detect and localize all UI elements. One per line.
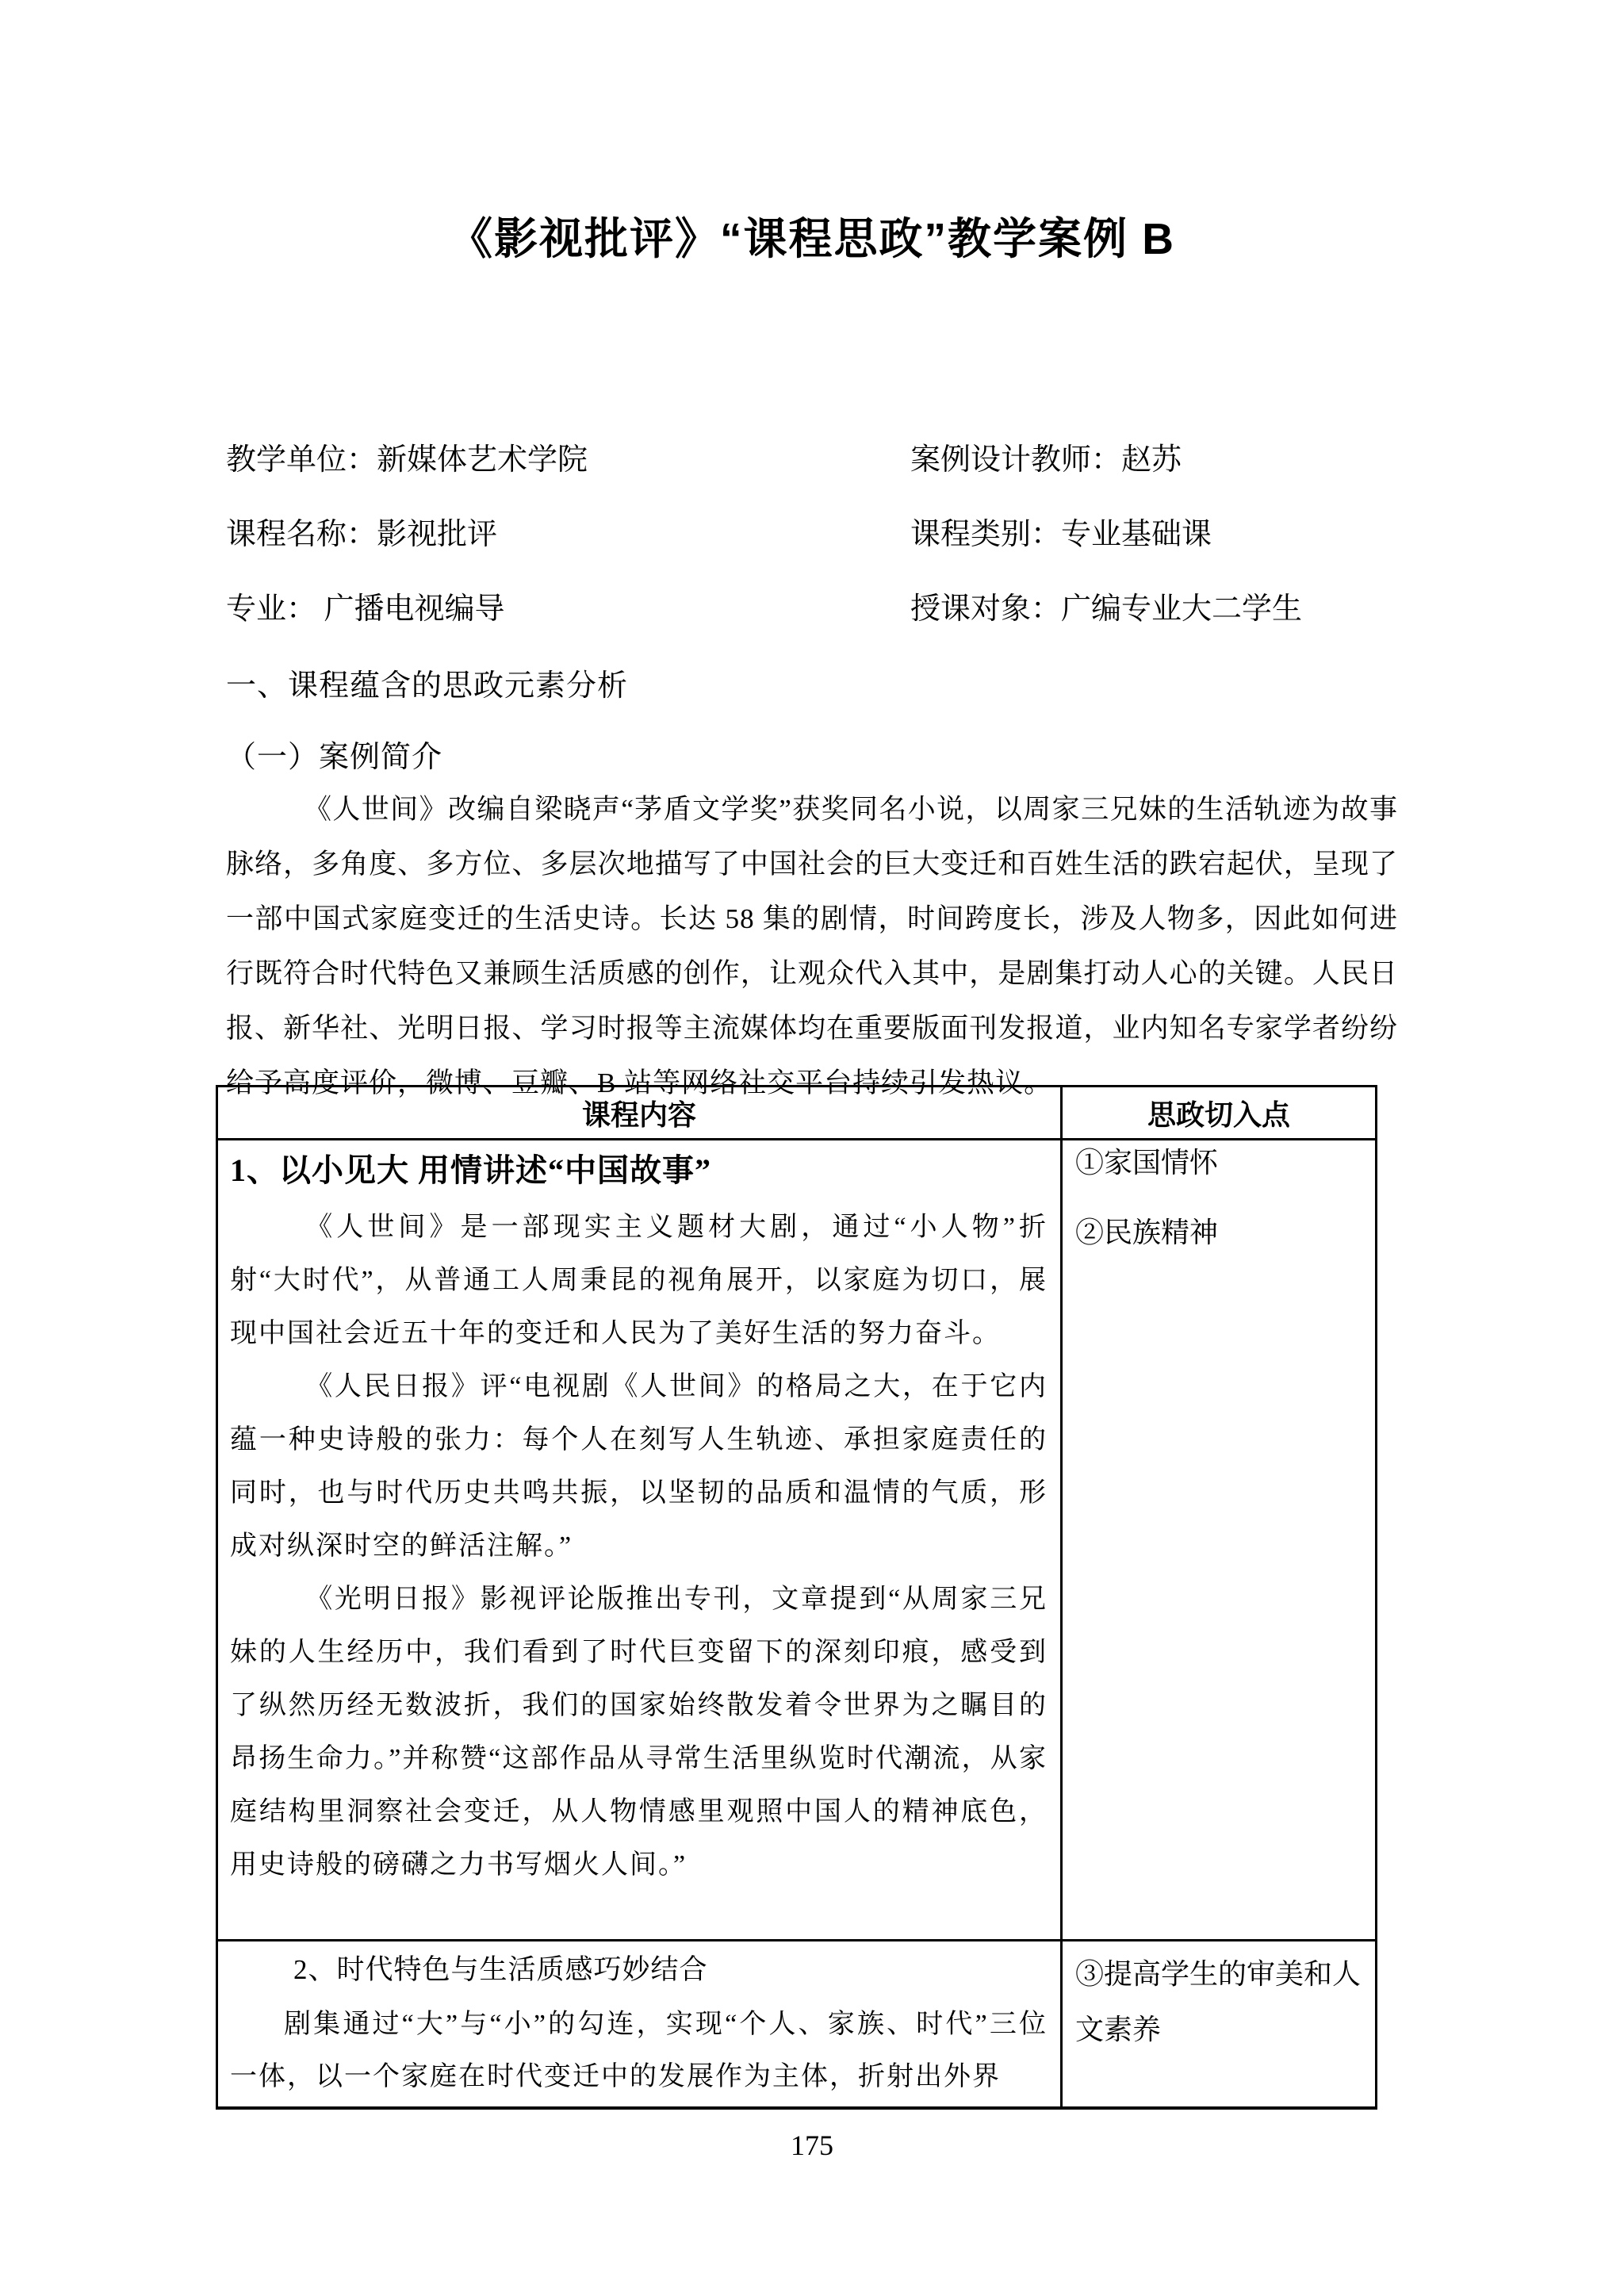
meta-major: 专业： 广播电视编导 [226, 592, 505, 626]
ideology-point: ③提高学生的审美和人文素养 [1075, 1958, 1362, 2045]
meta-row [226, 568, 1400, 642]
table-header-course-content: 课程内容 [218, 1087, 1063, 1138]
row2-paragraph: 剧集通过“大”与“小”的勾连，实现“个人、家族、时代”三位一体，以一个家庭在时代变迁中的发展作为主体，折射出外界 [230, 2010, 1048, 2091]
meta-course-type: 课程类别：专业基础课 [910, 517, 1212, 551]
table-row [218, 1140, 1375, 1941]
meta-teaching-unit: 教学单位：新媒体艺术学院 [226, 443, 588, 477]
course-meta [226, 419, 1400, 642]
table-cell-content-2 [218, 1941, 1063, 2106]
meta-case-designer: 案例设计教师：赵苏 [910, 443, 1182, 477]
page-title: 《影视批评》“课程思政”教学案例 B [448, 214, 1175, 263]
meta-course-name: 课程名称：影视批评 [226, 517, 498, 551]
row1-heading: 1、以小见大 用情讲述“中国故事” [230, 1152, 711, 1188]
table-row [218, 1941, 1375, 2106]
table-header-row [218, 1087, 1375, 1140]
content-table [216, 1085, 1377, 2110]
meta-audience: 授课对象：广编专业大二学生 [910, 592, 1303, 626]
table-cell-content-1 [218, 1140, 1063, 1939]
ideology-point: ①家国情怀 [1075, 1147, 1219, 1179]
table-cell-points-2 [1063, 1941, 1375, 2106]
ideology-point: ②民族精神 [1075, 1217, 1219, 1248]
meta-row [226, 493, 1400, 568]
row2-heading: 2、时代特色与生活质感巧妙结合 [293, 1954, 708, 1985]
page-number: 175 [791, 2129, 833, 2161]
section-heading-1: 一、课程蕴含的思政元素分析 [226, 669, 629, 703]
case-intro-paragraph: 《人世间》改编自梁晓声“茅盾文学奖”获奖同名小说，以周家三兄妹的生活轨迹为故事脉络，多角度、多方位、多层次地描写了中国社会的巨大变迁和百姓生活的跌宕起伏，呈现了一部中国式家庭变迁的生活史诗。长达 58 集的剧情，时间跨度长，涉及人物多，因此如何进行既符合时代特色又兼顾生活质感的创作，让观众代入其中，是剧集打动人心的关键。人民日报、新华社、光明日报、学习时报等主流媒体均在重要版面刊发报道，业内知名专家学者纷纷给予高度评价，微博、豆瓣、B 站等网络社交平台持续引发热议。 [226, 794, 1398, 1098]
row1-paragraph: 《人民日报》评“电视剧《人世间》的格局之大，在于它内蕴一种史诗般的张力：每个人在刻写人生轨迹、承担家庭责任的同时，也与时代历史共鸣共振，以坚韧的品质和温情的气质，形成对纵深时空的鲜活注解。” [230, 1372, 1048, 1561]
row1-paragraph: 《光明日报》影视评论版推出专刊，文章提到“从周家三兄妹的人生经历中，我们看到了时代巨变留下的深刻印痕，感受到了纵然历经无数波折，我们的国家始终散发着令世界为之瞩目的昂扬生命力。”并称赞“这部作品从寻常生活里纵览时代潮流，从家庭结构里洞察社会变迁，从人物情感里观照中国人的精神底色，用史诗般的磅礴之力书写烟火人间。” [230, 1585, 1048, 1880]
table-header-ideology-points: 思政切入点 [1147, 1098, 1290, 1131]
row1-paragraph: 《人世间》是一部现实主义题材大剧，通过“小人物”折射“大时代”，从普通工人周秉昆的视角展开，以家庭为切口，展现中国社会近五十年的变迁和人民为了美好生活的努力奋斗。 [230, 1213, 1048, 1348]
section-heading-2: （一）案例简介 [226, 741, 443, 774]
meta-row [226, 419, 1400, 493]
table-cell-points-1 [1063, 1140, 1375, 1939]
